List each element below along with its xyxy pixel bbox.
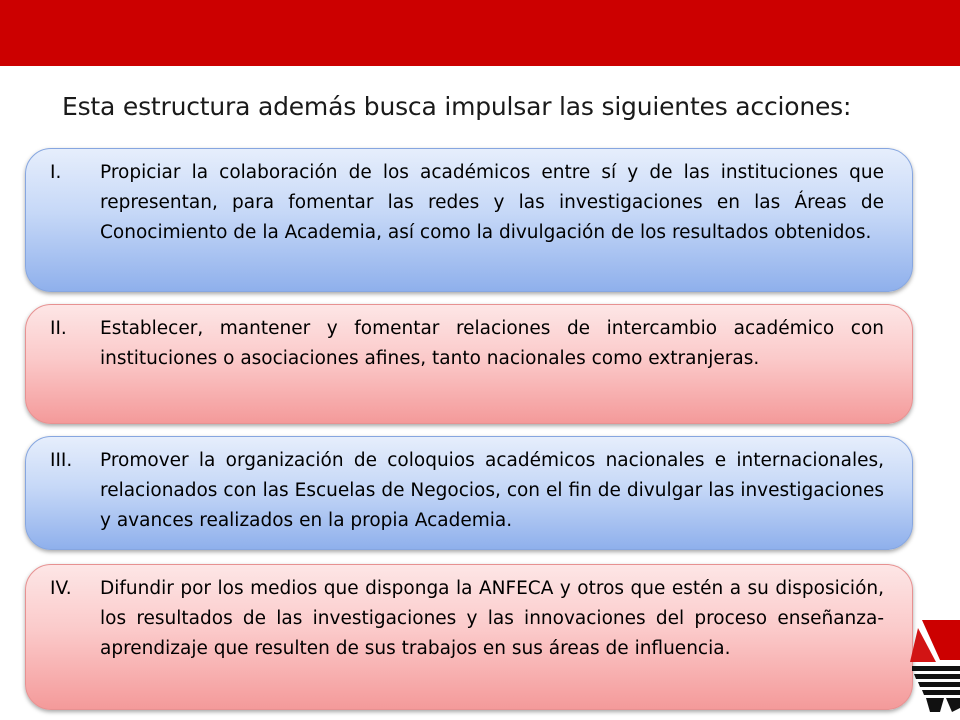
action-box-4 [25,564,913,710]
item-text: Establecer, mantener y fomentar relaciones de intercambio académico con instituciones o asociaciones afines, tanto nacionales como extranjeras. [100,318,884,369]
action-box-1 [25,148,913,292]
action-box-3 [25,436,913,550]
header-bar [0,0,960,66]
item-numeral: IV. [50,578,72,599]
item-numeral: II. [50,318,67,339]
item-text: Difundir por los medios que disponga la ANFECA y otros que estén a su disposición, los resultados de las investigaciones y las innovaciones del proceso enseñanza-aprendizaje que resulten de sus trabajos en sus áreas de influencia. [100,578,884,659]
slide-title: Esta estructura además busca impulsar las siguientes acciones: [62,92,852,121]
anfeca-logo-icon [900,600,960,720]
action-box-2 [25,304,913,424]
item-numeral: I. [50,162,62,183]
item-text: Promover la organización de coloquios académicos nacionales e internacionales, relacionados con las Escuelas de Negocios, con el fin de divulgar las investigaciones y avances realizados en la propia Academia. [100,450,884,531]
item-numeral: III. [50,450,73,471]
item-text: Propiciar la colaboración de los académicos entre sí y de las instituciones que representan, para fomentar las redes y las investigaciones en las Áreas de Conocimiento de la Academia, así como la divulgación de los resultados obtenidos. [100,162,884,243]
